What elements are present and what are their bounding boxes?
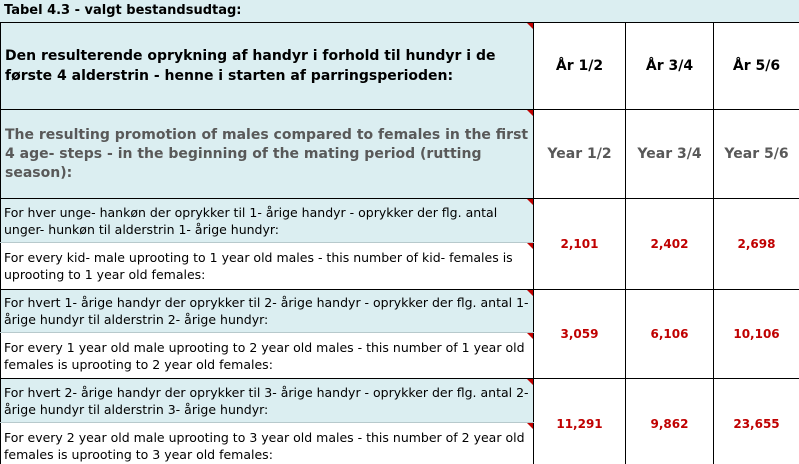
year-header-da-1[interactable]: År 1/2: [534, 23, 626, 110]
row-description-danish[interactable]: For hvert 1- årige handyr der oprykker til 2- årige handyr - oprykker der flg. antal 1- årige hundyr til alderstrin 2- årige hundyr:: [1, 290, 534, 333]
header-cell-danish[interactable]: [1, 23, 534, 110]
row-description-english[interactable]: For every 2 year old male uprooting to 3 year old males - this number of 2 year old females is uprooting to 3 year old females:: [1, 423, 534, 464]
row-description-danish[interactable]: For hvert 2- årige handyr der oprykker til 3- årige handyr - oprykker der flg. antal 2- årige hundyr til alderstrin 3- årige hundyr:: [1, 379, 534, 423]
table-title: Tabel 4.3 - valgt bestandsudtag:: [4, 3, 242, 18]
comment-marker-icon[interactable]: [527, 110, 533, 116]
comment-marker-icon[interactable]: [527, 199, 533, 205]
value-cell[interactable]: 6,106: [626, 290, 714, 379]
row-description-english[interactable]: For every kid- male uprooting to 1 year old males - this number of kid- females is uprooting to 1 year old females:: [1, 243, 534, 290]
comment-marker-icon[interactable]: [527, 423, 533, 429]
value-cell[interactable]: 2,101: [534, 199, 626, 290]
value-cell[interactable]: 10,106: [714, 290, 799, 379]
header-row-english: [1, 110, 799, 199]
value-cell[interactable]: 3,059: [534, 290, 626, 379]
year-header-en-1[interactable]: Year 1/2: [534, 110, 626, 199]
value-cell[interactable]: 2,698: [714, 199, 799, 290]
table-row: [1, 290, 799, 333]
row-description-danish[interactable]: For hver unge- hankøn der oprykker til 1- årige handyr - oprykker der flg. antal unger- hunkøn til alderstrin 1- årige hundyr:: [1, 199, 534, 243]
header-text-danish: Den resulterende oprykning af handyr i forhold til hundyr i de første 4 alderstrin - henne i starten af parringsperioden:: [5, 48, 496, 84]
table-title-row[interactable]: [0, 0, 799, 23]
comment-marker-icon[interactable]: [527, 23, 533, 29]
header-row-danish: [1, 23, 799, 110]
value-cell[interactable]: 23,655: [714, 379, 799, 464]
year-header-en-2[interactable]: Year 3/4: [626, 110, 714, 199]
promotion-table: [0, 22, 799, 464]
row-description-english[interactable]: For every 1 year old male uprooting to 2 year old males - this number of 1 year old females is uprooting to 2 year old females:: [1, 333, 534, 379]
value-cell[interactable]: 11,291: [534, 379, 626, 464]
value-cell[interactable]: 9,862: [626, 379, 714, 464]
header-text-english: The resulting promotion of males compared to females in the first 4 age- steps - in the beginning of the mating period (rutting season):: [5, 126, 529, 181]
header-cell-english[interactable]: [1, 110, 534, 199]
comment-marker-icon[interactable]: [527, 333, 533, 339]
year-header-da-3[interactable]: År 5/6: [714, 23, 799, 110]
year-header-da-2[interactable]: År 3/4: [626, 23, 714, 110]
year-header-en-3[interactable]: Year 5/6: [714, 110, 799, 199]
comment-marker-icon[interactable]: [527, 290, 533, 296]
table-row: [1, 199, 799, 243]
table-row: [1, 379, 799, 423]
value-cell[interactable]: 2,402: [626, 199, 714, 290]
comment-marker-icon[interactable]: [527, 243, 533, 249]
comment-marker-icon[interactable]: [527, 379, 533, 385]
